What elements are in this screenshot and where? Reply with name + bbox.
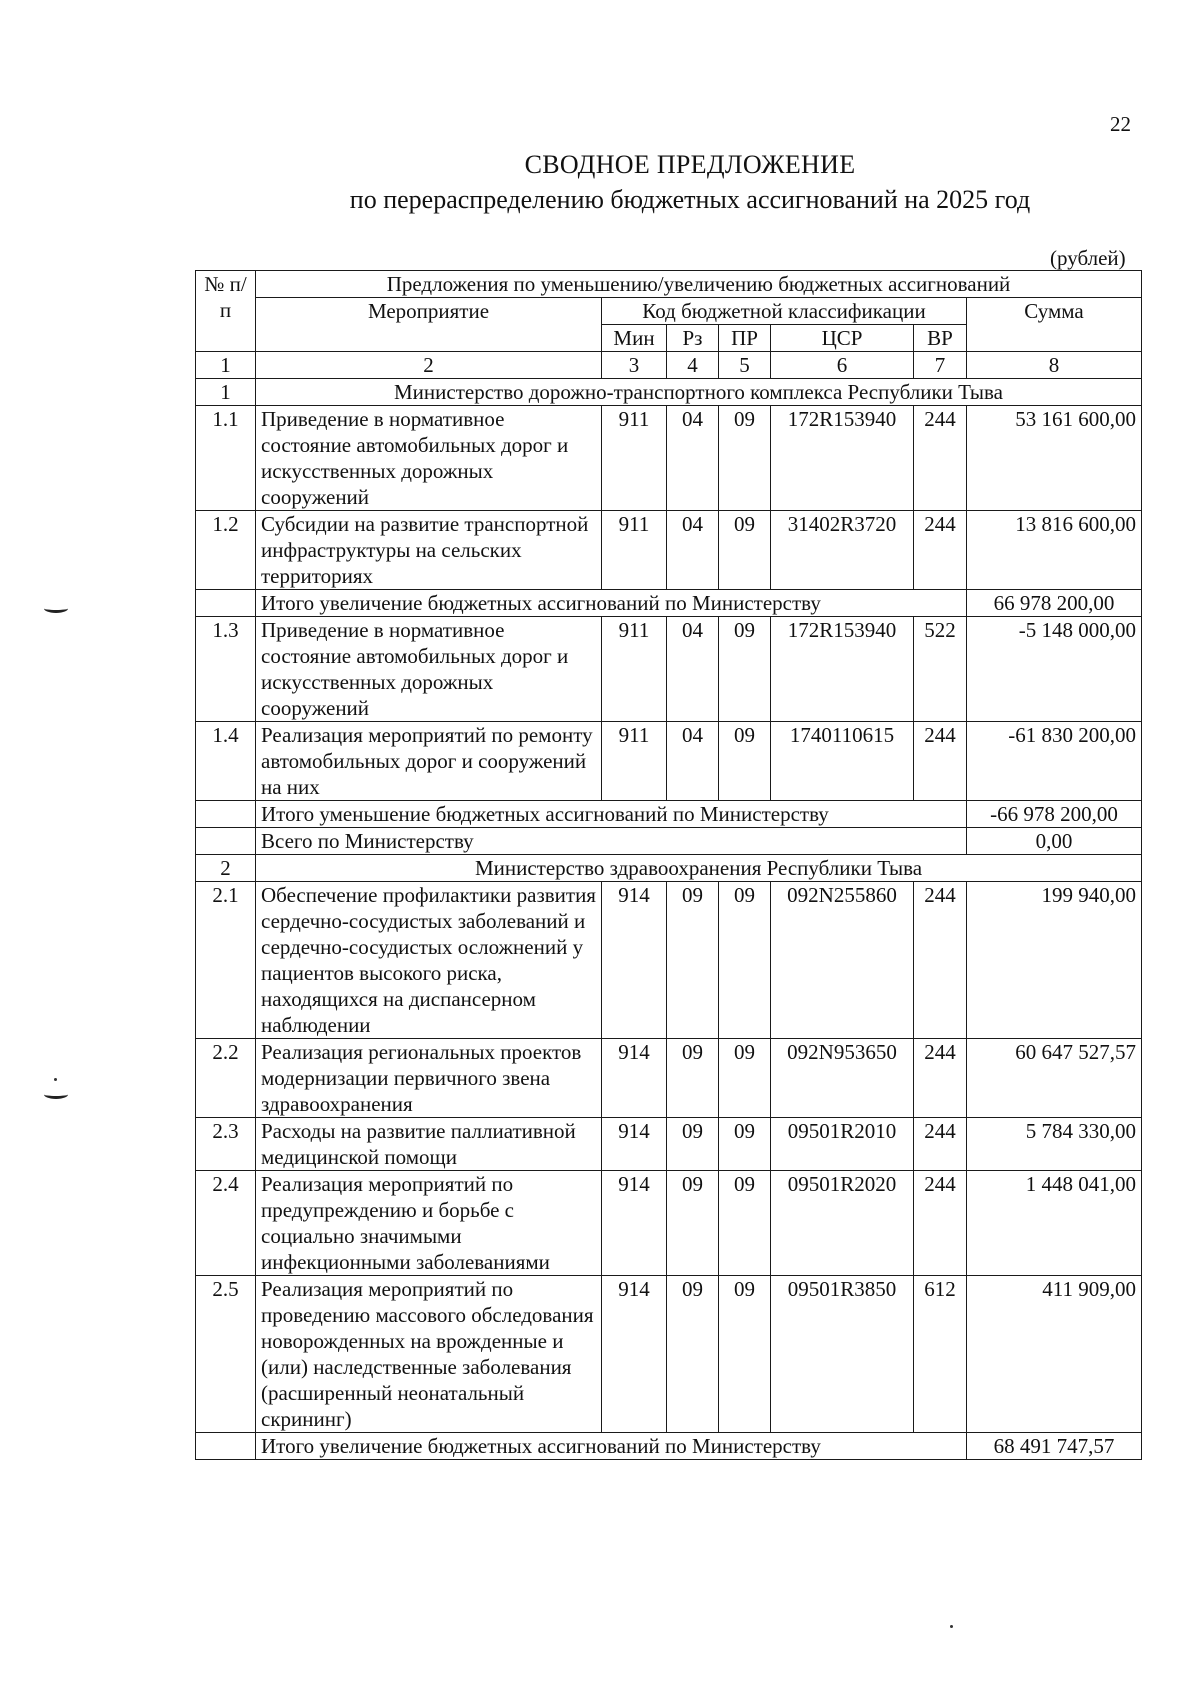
column-number: 1 bbox=[196, 352, 256, 379]
empty-cell bbox=[196, 1433, 256, 1460]
header-sum: Сумма bbox=[967, 298, 1142, 352]
table-row bbox=[196, 406, 1142, 511]
column-number: 6 bbox=[771, 352, 914, 379]
section-title: Министерство здравоохранения Республики Тыва bbox=[256, 855, 1142, 882]
total-label: Итого уменьшение бюджетных ассигнований по Министерству bbox=[256, 801, 967, 828]
total-row bbox=[196, 828, 1142, 855]
section-number: 2 bbox=[196, 855, 256, 882]
empty-cell bbox=[196, 590, 256, 617]
code-csr: 1740110615 bbox=[771, 722, 914, 801]
header-min: Мин bbox=[602, 325, 667, 352]
total-label: Итого увеличение бюджетных ассигнований по Министерству bbox=[256, 590, 967, 617]
code-pr: 09 bbox=[719, 882, 771, 1039]
total-row bbox=[196, 801, 1142, 828]
code-rz: 09 bbox=[667, 1118, 719, 1171]
section-row bbox=[196, 855, 1142, 882]
document-subtitle: по перераспределению бюджетных ассигнований на 2025 год bbox=[349, 185, 1031, 214]
total-label: Всего по Министерству bbox=[256, 828, 967, 855]
row-number: 2.3 bbox=[196, 1118, 256, 1171]
code-rz: 09 bbox=[667, 1039, 719, 1118]
page-number: 22 bbox=[1110, 112, 1131, 136]
code-pr: 09 bbox=[719, 722, 771, 801]
header-pr: ПР bbox=[719, 325, 771, 352]
column-number: 2 bbox=[256, 352, 602, 379]
code-vr: 244 bbox=[914, 406, 967, 511]
row-sum: -5 148 000,00 bbox=[967, 617, 1142, 722]
code-vr: 244 bbox=[914, 1118, 967, 1171]
row-sum: -61 830 200,00 bbox=[967, 722, 1142, 801]
column-number: 5 bbox=[719, 352, 771, 379]
header-activity: Мероприятие bbox=[256, 298, 602, 352]
table-row bbox=[196, 617, 1142, 722]
activity-name: Субсидии на развитие транспортной инфраструктуры на сельских территориях bbox=[256, 511, 602, 590]
scan-dot bbox=[950, 1625, 953, 1628]
code-vr: 244 bbox=[914, 882, 967, 1039]
table-row bbox=[196, 882, 1142, 1039]
code-min: 911 bbox=[602, 722, 667, 801]
column-number: 7 bbox=[914, 352, 967, 379]
column-number: 4 bbox=[667, 352, 719, 379]
section-title: Министерство дорожно-транспортного комплекса Республики Тыва bbox=[256, 379, 1142, 406]
code-pr: 09 bbox=[719, 1039, 771, 1118]
code-csr: 172R153940 bbox=[771, 617, 914, 722]
empty-cell bbox=[196, 828, 256, 855]
header-code: Код бюджетной классификации bbox=[602, 298, 967, 325]
column-number: 3 bbox=[602, 352, 667, 379]
code-min: 911 bbox=[602, 511, 667, 590]
total-row bbox=[196, 590, 1142, 617]
column-numbers-row bbox=[196, 352, 1142, 379]
code-vr: 244 bbox=[914, 1039, 967, 1118]
code-csr: 092N953650 bbox=[771, 1039, 914, 1118]
row-number: 1.3 bbox=[196, 617, 256, 722]
code-min: 911 bbox=[602, 406, 667, 511]
code-rz: 04 bbox=[667, 617, 719, 722]
code-vr: 244 bbox=[914, 722, 967, 801]
code-min: 914 bbox=[602, 1276, 667, 1433]
row-sum: 60 647 527,57 bbox=[967, 1039, 1142, 1118]
activity-name: Реализация мероприятий по предупреждению и борьбе с социально значимыми инфекционными заболеваниями bbox=[256, 1171, 602, 1276]
table-row bbox=[196, 1039, 1142, 1118]
code-vr: 522 bbox=[914, 617, 967, 722]
table-row bbox=[196, 1171, 1142, 1276]
scan-dot bbox=[54, 1078, 57, 1081]
activity-name: Обеспечение профилактики развития сердечно-сосудистых заболеваний и сердечно-сосудистых осложнений у пациентов высокого риска, находящихся на диспансерном наблюдении bbox=[256, 882, 602, 1039]
code-min: 914 bbox=[602, 882, 667, 1039]
row-number: 2.5 bbox=[196, 1276, 256, 1433]
row-number: 1.1 bbox=[196, 406, 256, 511]
code-csr: 09501R3850 bbox=[771, 1276, 914, 1433]
row-sum: 53 161 600,00 bbox=[967, 406, 1142, 511]
code-rz: 04 bbox=[667, 722, 719, 801]
row-sum: 13 816 600,00 bbox=[967, 511, 1142, 590]
code-rz: 04 bbox=[667, 406, 719, 511]
total-sum: -66 978 200,00 bbox=[967, 801, 1142, 828]
header-rz: Рз bbox=[667, 325, 719, 352]
total-sum: 0,00 bbox=[967, 828, 1142, 855]
code-pr: 09 bbox=[719, 406, 771, 511]
code-csr: 092N255860 bbox=[771, 882, 914, 1039]
total-sum: 66 978 200,00 bbox=[967, 590, 1142, 617]
activity-name: Расходы на развитие паллиативной медицинской помощи bbox=[256, 1118, 602, 1171]
total-row bbox=[196, 1433, 1142, 1460]
code-vr: 244 bbox=[914, 1171, 967, 1276]
row-number: 1.4 bbox=[196, 722, 256, 801]
code-rz: 09 bbox=[667, 1171, 719, 1276]
row-sum: 1 448 041,00 bbox=[967, 1171, 1142, 1276]
table-row bbox=[196, 1276, 1142, 1433]
code-min: 914 bbox=[602, 1118, 667, 1171]
row-number: 2.4 bbox=[196, 1171, 256, 1276]
document-title: СВОДНОЕ ПРЕДЛОЖЕНИЕ bbox=[524, 150, 856, 179]
activity-name: Реализация региональных проектов модернизации первичного звена здравоохранения bbox=[256, 1039, 602, 1118]
table-row bbox=[196, 722, 1142, 801]
activity-name: Реализация мероприятий по проведению массового обследования новорожденных на врожденные и (или) наследственные заболевания (расширенный неонатальный скрининг) bbox=[256, 1276, 602, 1433]
total-label: Итого увеличение бюджетных ассигнований по Министерству bbox=[256, 1433, 967, 1460]
section-row bbox=[196, 379, 1142, 406]
activity-name: Приведение в нормативное состояние автомобильных дорог и искусственных дорожных сооружений bbox=[256, 617, 602, 722]
row-sum: 199 940,00 bbox=[967, 882, 1142, 1039]
code-vr: 244 bbox=[914, 511, 967, 590]
header-num: № п/п bbox=[196, 271, 256, 352]
scan-mark bbox=[44, 1090, 68, 1099]
header-row bbox=[196, 298, 1142, 325]
table-row bbox=[196, 511, 1142, 590]
empty-cell bbox=[196, 801, 256, 828]
code-csr: 172R153940 bbox=[771, 406, 914, 511]
row-sum: 5 784 330,00 bbox=[967, 1118, 1142, 1171]
row-number: 1.2 bbox=[196, 511, 256, 590]
units-label: (рублей) bbox=[1050, 246, 1126, 270]
code-pr: 09 bbox=[719, 1118, 771, 1171]
row-number: 2.2 bbox=[196, 1039, 256, 1118]
code-rz: 09 bbox=[667, 1276, 719, 1433]
header-vr: ВР bbox=[914, 325, 967, 352]
code-min: 914 bbox=[602, 1039, 667, 1118]
activity-name: Приведение в нормативное состояние автомобильных дорог и искусственных дорожных сооружений bbox=[256, 406, 602, 511]
column-number: 8 bbox=[967, 352, 1142, 379]
row-number: 2.1 bbox=[196, 882, 256, 1039]
code-vr: 612 bbox=[914, 1276, 967, 1433]
code-pr: 09 bbox=[719, 1171, 771, 1276]
header-csr: ЦСР bbox=[771, 325, 914, 352]
total-sum: 68 491 747,57 bbox=[967, 1433, 1142, 1460]
header-row bbox=[196, 271, 1142, 298]
code-pr: 09 bbox=[719, 1276, 771, 1433]
code-rz: 09 bbox=[667, 882, 719, 1039]
budget-table bbox=[195, 270, 1142, 1460]
code-csr: 31402R3720 bbox=[771, 511, 914, 590]
section-number: 1 bbox=[196, 379, 256, 406]
code-csr: 09501R2010 bbox=[771, 1118, 914, 1171]
activity-name: Реализация мероприятий по ремонту автомобильных дорог и сооружений на них bbox=[256, 722, 602, 801]
header-proposals: Предложения по уменьшению/увеличению бюджетных ассигнований bbox=[256, 271, 1142, 298]
code-min: 911 bbox=[602, 617, 667, 722]
scan-mark bbox=[44, 604, 68, 613]
code-min: 914 bbox=[602, 1171, 667, 1276]
code-csr: 09501R2020 bbox=[771, 1171, 914, 1276]
table-row bbox=[196, 1118, 1142, 1171]
code-pr: 09 bbox=[719, 511, 771, 590]
code-rz: 04 bbox=[667, 511, 719, 590]
code-pr: 09 bbox=[719, 617, 771, 722]
row-sum: 411 909,00 bbox=[967, 1276, 1142, 1433]
